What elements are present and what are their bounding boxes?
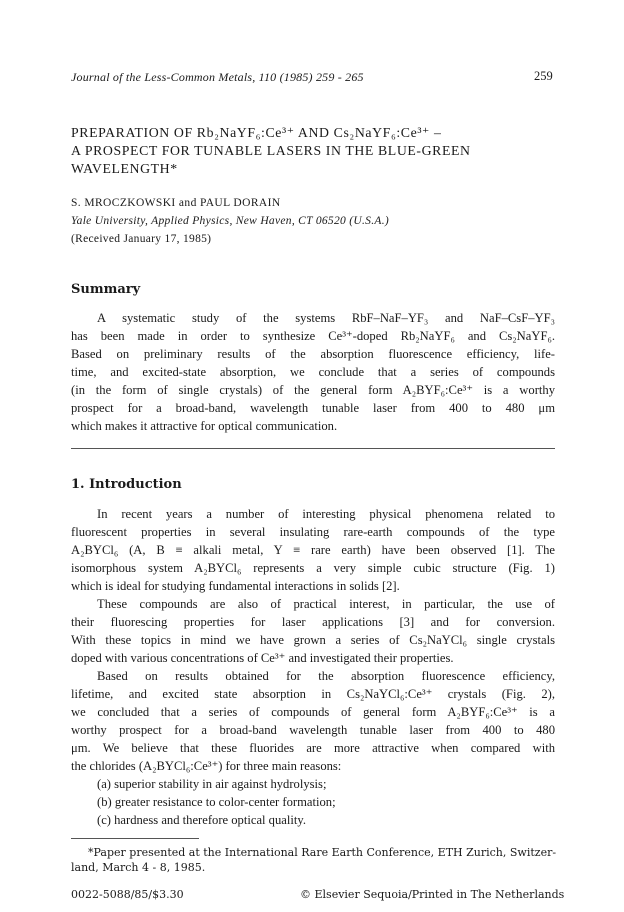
summary-line: time, and excited-state absorption, we conclude that a series of compounds [71,365,555,379]
affiliation: Yale University, Applied Physics, New Haven, CT 06520 (U.S.A.) [71,215,390,227]
intro-line: μm. We believe that these fluorides are more attractive when compared with [71,741,555,755]
summary-heading: Summary [71,282,141,297]
intro-list-item: (a) superior stability in air against hydrolysis; [97,777,327,791]
footnote-line: land, March 4 - 8, 1985. [71,861,206,874]
page-number: 259 [534,69,553,83]
footnote-rule [71,838,199,839]
intro-line: lifetime, and excited state absorption in Cs₂NaYCl₆:Ce³⁺ crystals (Fig. 2), [71,687,555,701]
title-line: A PROSPECT FOR TUNABLE LASERS IN THE BLUE-GREEN [71,143,471,158]
intro-line: A₂BYCl₆ (A, B ≡ alkali metal, Y ≡ rare earth) have been observed [1]. The [71,543,555,557]
summary-line: prospect for a broad-band, wavelength tunable laser from 400 to 480 μm [71,401,555,415]
intro-line: With these topics in mind we have grown a series of Cs₂NaYCl₆ single crystals [71,633,555,647]
intro-list-item: (b) greater resistance to color-center formation; [97,795,336,809]
footnote-line: *Paper presented at the International Rare Earth Conference, ETH Zurich, Switzer- [88,846,557,859]
summary-line: (in the form of single crystals) of the general form A₂BYF₆:Ce³⁺ is a worthy [71,383,555,397]
intro-line: These compounds are also of practical interest, in particular, the use of [97,597,555,611]
authors: S. MROCZKOWSKI and PAUL DORAIN [71,197,281,209]
summary-line: A systematic study of the systems RbF–NaF–YF₃ and NaF–CsF–YF₃ [97,311,555,325]
intro-line: Based on results obtained for the absorption fluorescence efficiency, [97,669,555,683]
article-code: 0022-5088/85/$3.30 [71,888,184,901]
intro-list-item: (c) hardness and therefore optical quality. [97,813,306,827]
introduction-heading: 1. Introduction [71,477,182,492]
title-line: PREPARATION OF Rb₂NaYF₆:Ce³⁺ AND Cs₂NaYF₆:Ce³⁺ – [71,125,442,140]
intro-line: we concluded that a series of compounds of general form A₂BYF₆:Ce³⁺ is a [71,705,555,719]
title-line: WAVELENGTH* [71,161,178,176]
received-date: (Received January 17, 1985) [71,233,212,245]
intro-line: worthy prospect for a broad-band wavelength tunable laser from 400 to 480 [71,723,555,737]
intro-line: In recent years a number of interesting physical phenomena related to [97,507,555,521]
intro-line: which is ideal for studying fundamental interactions in solids [2]. [71,579,400,593]
intro-line: their fluorescing properties for laser applications [3] and for conversion. [71,615,555,629]
summary-line: which makes it attractive for optical communication. [71,419,338,433]
intro-line: isomorphous system A₂BYCl₆ represents a very simple cubic structure (Fig. 1) [71,561,555,575]
summary-line: Based on preliminary results of the absorption fluorescence efficiency, life- [71,347,555,361]
journal-header: Journal of the Less-Common Metals, 110 (1985) 259 - 265 [71,70,364,84]
summary-line: has been made in order to synthesize Ce³⁺-doped Rb₂NaYF₆ and Cs₂NaYF₆. [71,329,555,343]
intro-line: the chlorides (A₂BYCl₆:Ce³⁺) for three main reasons: [71,759,342,773]
intro-line: doped with various concentrations of Ce³⁺ and investigated their properties. [71,651,454,665]
section-divider [71,448,555,449]
publisher-line: © Elsevier Sequoia/Printed in The Netherlands [300,888,565,901]
intro-line: fluorescent properties in several insulating rare-earth compounds of the type [71,525,555,539]
